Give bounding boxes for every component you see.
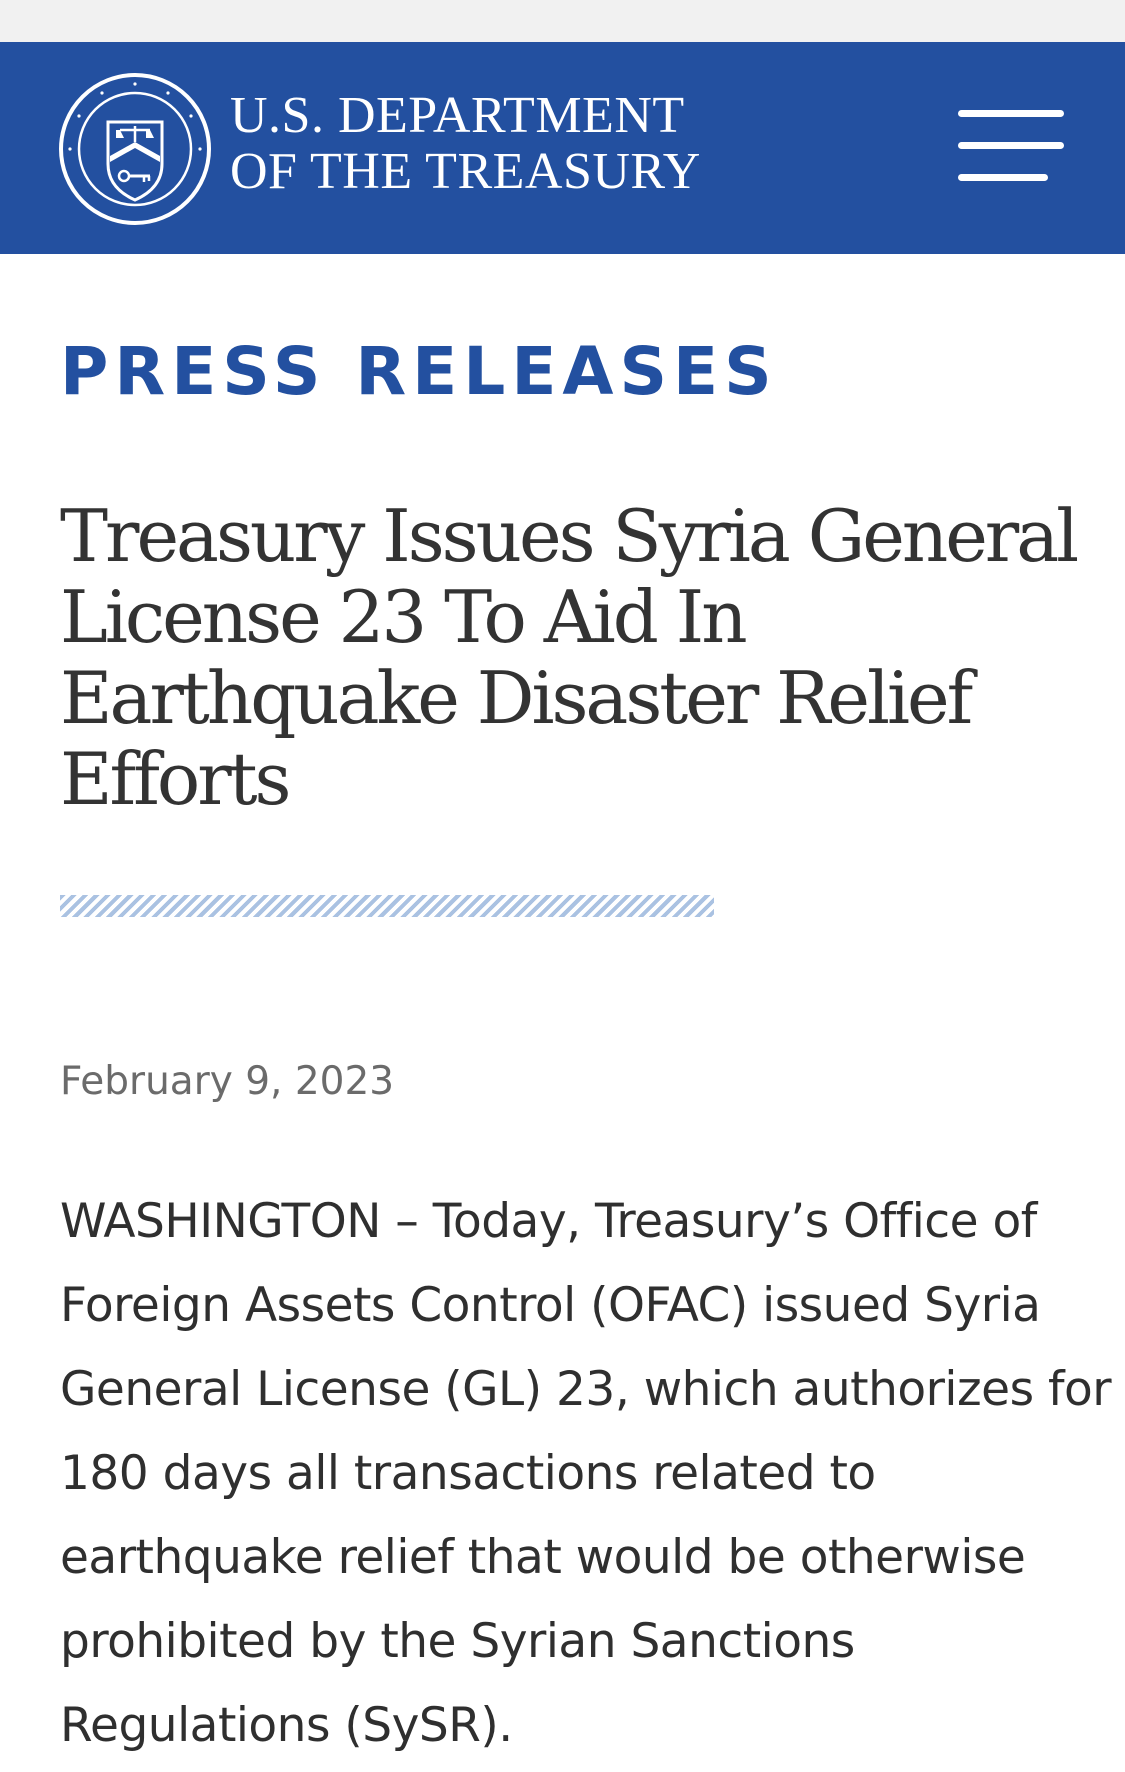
treasury-seal-icon[interactable] (58, 72, 212, 226)
treasury-seal-graphic (58, 72, 212, 226)
section-label[interactable]: PRESS RELEASES (60, 333, 778, 410)
agency-name-line-2: OF THE TREASURY (230, 143, 701, 200)
hamburger-menu-icon[interactable] (950, 110, 1066, 194)
hamburger-menu-graphic (950, 110, 1066, 194)
publish-date: February 9, 2023 (60, 1059, 395, 1104)
agency-name[interactable] (230, 88, 701, 200)
body-line: earthquake relief that would be otherwise (60, 1530, 1026, 1585)
body-line: General License (GL) 23, which authorizes for (60, 1362, 1112, 1417)
body-line: 180 days all transactions related to (60, 1446, 876, 1501)
body-line: WASHINGTON – Today, Treasury’s Office of (60, 1194, 1037, 1249)
status-strip (0, 0, 1125, 42)
site-header (0, 42, 1125, 254)
title-line: Earthquake Disaster Relief (60, 656, 971, 740)
hatch-divider (60, 895, 714, 917)
body-line: Foreign Assets Control (OFAC) issued Syria (60, 1278, 1041, 1333)
article-body (60, 1180, 1110, 1768)
page-title (60, 494, 1077, 821)
body-line: prohibited by the Syrian Sanctions (60, 1614, 855, 1669)
title-line: Treasury Issues Syria General (60, 494, 1077, 578)
title-line: License 23 To Aid In (60, 575, 745, 659)
agency-name-line-1: U.S. DEPARTMENT (230, 87, 685, 144)
title-line: Efforts (60, 737, 289, 821)
body-line: Regulations (SySR). (60, 1698, 513, 1753)
